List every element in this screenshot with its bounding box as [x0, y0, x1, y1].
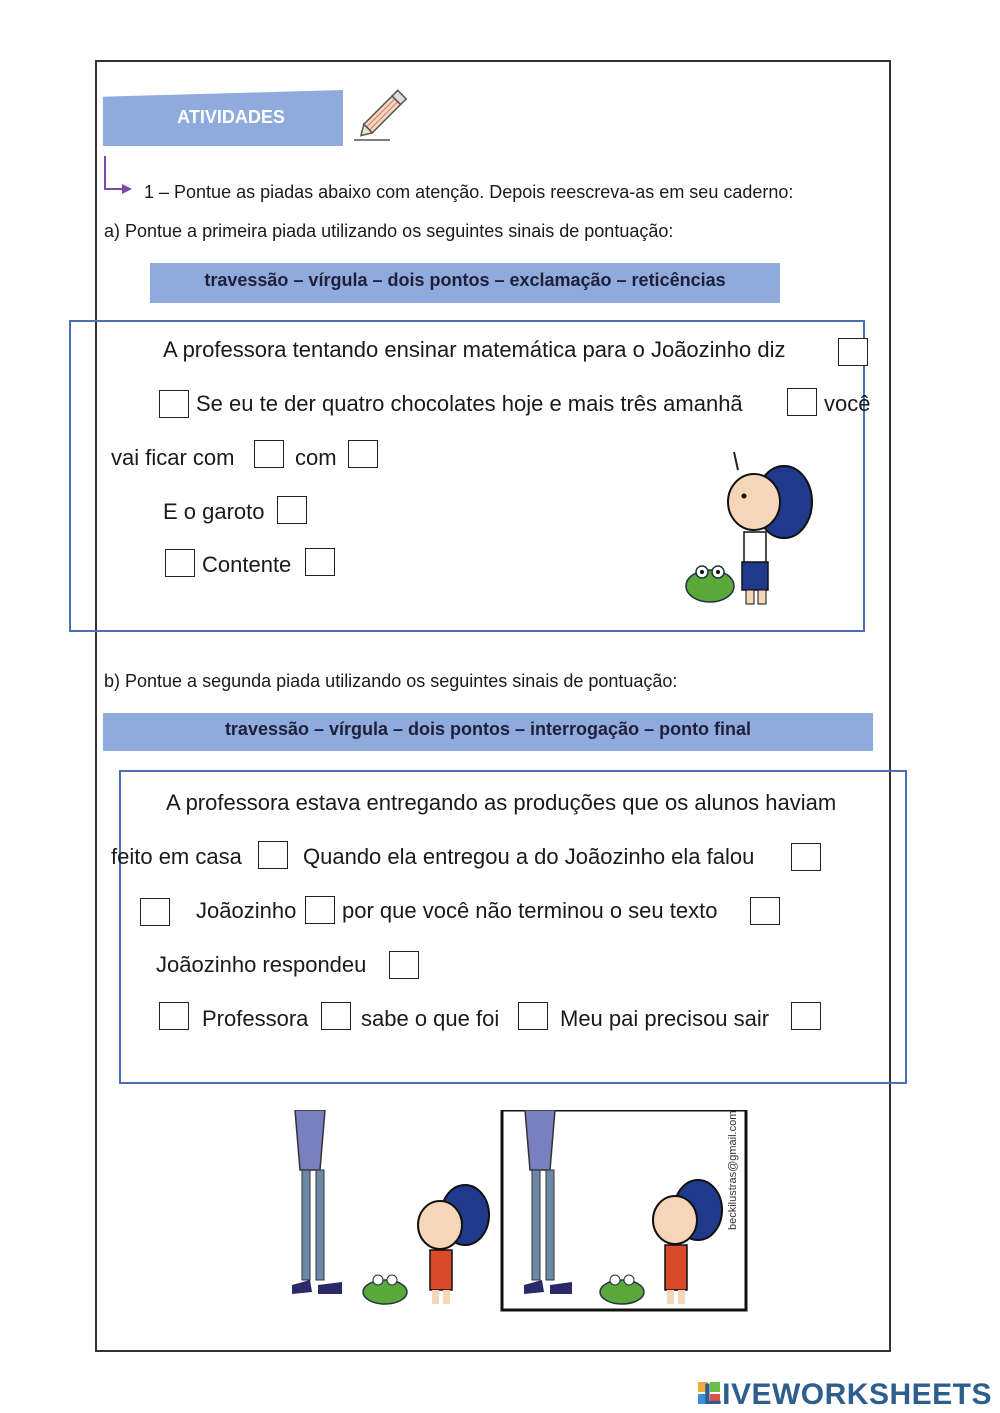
story-a-line-5: Contente — [202, 552, 292, 577]
story-b-line-2-mid: Quando ela entregou a do Joãozinho ela falou — [303, 844, 755, 869]
answer-blank-a5[interactable] — [348, 440, 378, 468]
story-a-line-2: Se eu te der quatro chocolates hoje e mais três amanhã — [196, 391, 743, 416]
arrow-right-icon — [122, 184, 132, 194]
part-a-prompt: a) Pontue a primeira piada utilizando os seguintes sinais de pontuação: — [104, 221, 674, 241]
answer-blank-b6[interactable] — [389, 951, 419, 979]
arrow-line — [104, 156, 122, 190]
comic-strip-illustration — [280, 1110, 750, 1315]
story-b-line-5-mid: sabe o que foi — [361, 1006, 500, 1031]
part-b-prompt: b) Pontue a segunda piada utilizando os seguintes sinais de pontuação: — [104, 671, 678, 691]
liveworksheets-brand[interactable]: LIVEWORKSHEETS — [703, 1378, 992, 1411]
story-b-line-2: feito em casa — [111, 844, 242, 869]
story-b-line-3: Joãozinho — [196, 898, 297, 923]
banner-title: ATIVIDADES — [177, 107, 285, 127]
part-a-signs-bar: travessão – vírgula – dois pontos – exclamação – reticências — [150, 263, 780, 303]
boy-and-frog-illustration — [682, 440, 822, 610]
pencil-icon — [350, 80, 420, 146]
story-b-line-5: Professora — [202, 1006, 309, 1031]
answer-blank-b7[interactable] — [159, 1002, 189, 1030]
part-b-signs-bar: travessão – vírgula – dois pontos – interrogação – ponto final — [103, 713, 873, 751]
story-b-line-4: Joãozinho respondeu — [156, 952, 367, 977]
answer-blank-a6[interactable] — [277, 496, 307, 524]
answer-blank-b4[interactable] — [305, 896, 335, 924]
answer-blank-b2[interactable] — [791, 843, 821, 871]
story-b-box — [119, 770, 907, 1084]
story-a-line-2-end: você — [824, 391, 871, 416]
instruction: 1 – Pontue as piadas abaixo com atenção. Depois reescreva-as em seu caderno: — [144, 182, 794, 202]
illustrator-credit: beckilustras@gmail.com — [727, 1110, 739, 1230]
story-a-line-3: vai ficar com — [111, 445, 235, 470]
answer-blank-a2[interactable] — [159, 390, 189, 418]
answer-blank-a7[interactable] — [165, 549, 195, 577]
answer-blank-b8[interactable] — [321, 1002, 351, 1030]
answer-blank-a8[interactable] — [305, 548, 335, 576]
answer-blank-b9[interactable] — [518, 1002, 548, 1030]
answer-blank-b3[interactable] — [140, 898, 170, 926]
story-a-line-3-mid: com — [295, 445, 337, 470]
answer-blank-a3[interactable] — [787, 388, 817, 416]
story-b-line-5-end: Meu pai precisou sair — [560, 1006, 770, 1031]
answer-blank-a4[interactable] — [254, 440, 284, 468]
story-a-line-1: A professora tentando ensinar matemática para o Joãozinho diz — [163, 337, 786, 362]
answer-blank-b10[interactable] — [791, 1002, 821, 1030]
story-b-line-3-mid: por que você não terminou o seu texto — [342, 898, 718, 923]
story-a-line-4: E o garoto — [163, 499, 265, 524]
answer-blank-a1[interactable] — [838, 338, 868, 366]
answer-blank-b5[interactable] — [750, 897, 780, 925]
answer-blank-b1[interactable] — [258, 841, 288, 869]
story-b-line-1: A professora estava entregando as produções que os alunos haviam — [166, 790, 837, 815]
